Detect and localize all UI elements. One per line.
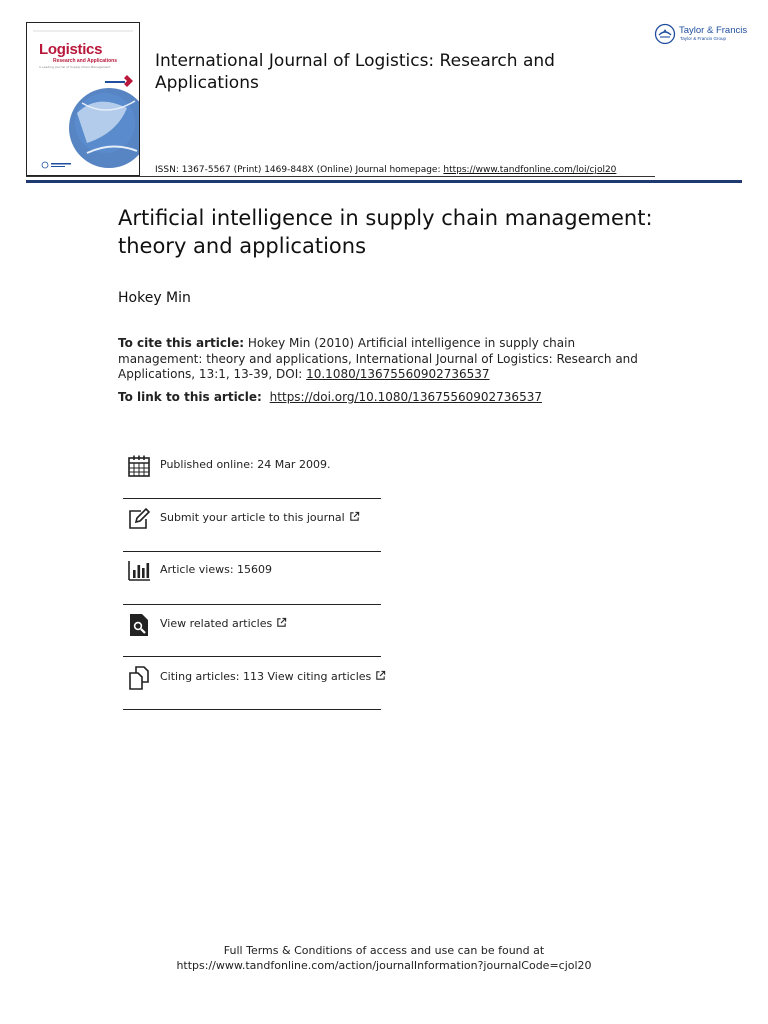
- article-title: Artificial intelligence in supply chain management: theory and applications: [118, 206, 653, 258]
- footer-line: Full Terms & Conditions of access and use can be found at: [223, 944, 545, 957]
- published-online-text: Published online: 24 Mar 2009.: [160, 458, 331, 471]
- publisher-logo: [654, 22, 746, 48]
- citing-articles-link[interactable]: [160, 670, 386, 683]
- header-rule: [26, 180, 742, 183]
- submit-article-label: Submit your article to this journal: [160, 511, 345, 524]
- related-articles-link[interactable]: [160, 617, 287, 630]
- journal-homepage-link[interactable]: https://www.tandfonline.com/loi/cjol20: [443, 165, 617, 175]
- publisher-group: Taylor & Francis Group: [680, 36, 727, 41]
- info-divider: [123, 709, 381, 710]
- external-link-icon: [349, 511, 360, 522]
- cite-label: To cite this article:: [118, 336, 245, 350]
- published-online-row: [123, 454, 381, 498]
- article-views-text: Article views: 15609: [160, 563, 273, 576]
- article-link-line: [118, 390, 542, 404]
- related-articles-label: View related articles: [160, 617, 273, 630]
- bar-chart-icon: [127, 559, 151, 583]
- publisher-logo-icon: [654, 23, 676, 45]
- header-thin-rule: [26, 176, 655, 177]
- cite-text: Hokey Min (2010) Artificial intelligence in supply chain management: theory and applications, International Journal of Logistics: Research and Applications, 13:1, 13-39, DOI:: [118, 336, 638, 381]
- external-link-icon: [276, 617, 287, 628]
- publisher-name: Taylor & Francis: [679, 25, 748, 36]
- cover-tagline: A Leading Journal of Supply Chain Management: [39, 65, 111, 69]
- issn-text: ISSN: 1367-5567 (Print) 1469-848X (Online) Journal homepage:: [155, 165, 441, 175]
- issn-line: [155, 165, 616, 175]
- footer-terms: [0, 943, 768, 973]
- external-link-icon: [375, 670, 386, 681]
- cover-logo: Logistics: [39, 41, 103, 58]
- link-label: To link to this article:: [118, 390, 262, 404]
- related-articles-row[interactable]: [123, 613, 381, 657]
- info-divider: [123, 656, 381, 657]
- article-views-row: [123, 559, 381, 603]
- submit-article-link[interactable]: [160, 511, 360, 524]
- info-divider: [123, 551, 381, 552]
- edit-icon: [127, 507, 151, 531]
- submit-article-row[interactable]: [123, 507, 381, 551]
- search-document-icon: [127, 613, 151, 637]
- info-divider: [123, 498, 381, 499]
- cover-subtitle: Research and Applications: [53, 58, 117, 64]
- copy-documents-icon: [127, 666, 151, 690]
- calendar-icon: [127, 454, 151, 478]
- cite-doi-link[interactable]: 10.1080/13675560902736537: [306, 367, 490, 381]
- article-author: Hokey Min: [118, 290, 191, 306]
- info-divider: [123, 604, 381, 605]
- footer-terms-link[interactable]: https://www.tandfonline.com/action/journalInformation?journalCode=cjol20: [176, 959, 592, 972]
- citing-articles-label: Citing articles: 113 View citing articles: [160, 670, 372, 683]
- journal-cover-image: [26, 22, 140, 176]
- citing-articles-row[interactable]: [123, 666, 381, 710]
- article-doi-link[interactable]: https://doi.org/10.1080/13675560902736537: [269, 390, 542, 404]
- journal-title: International Journal of Logistics: Research and Applications: [155, 51, 555, 93]
- citation-block: [118, 336, 658, 383]
